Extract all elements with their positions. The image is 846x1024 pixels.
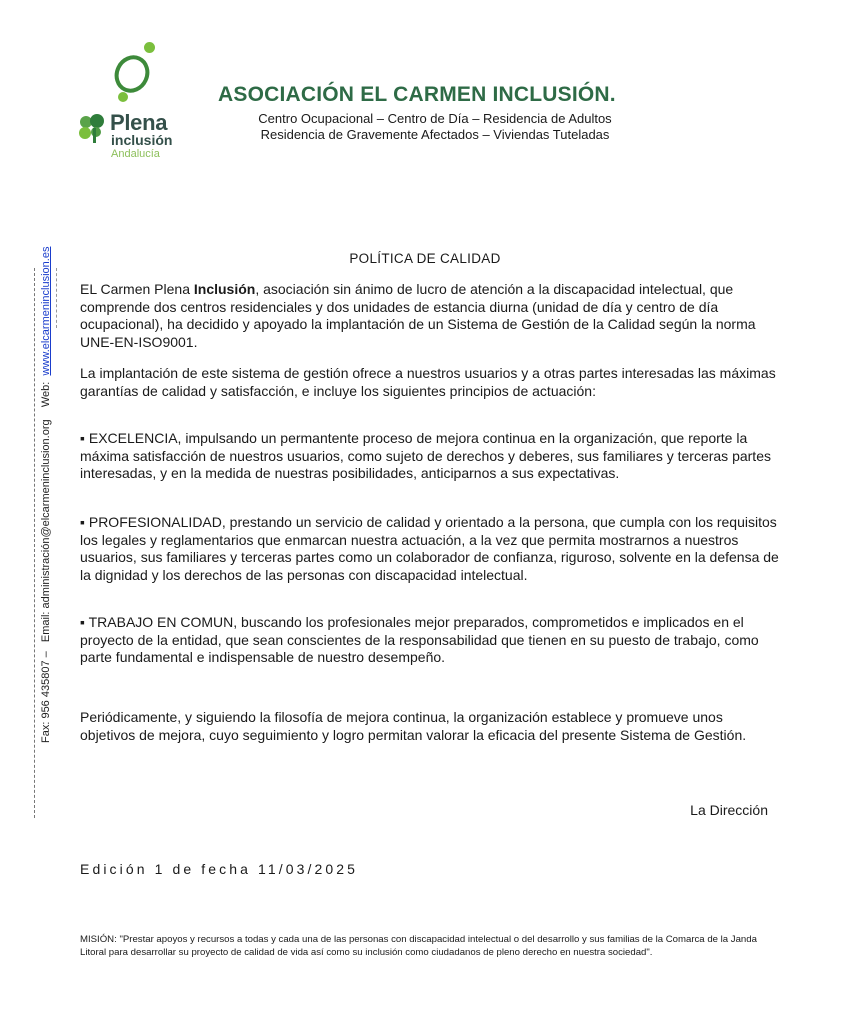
contact-info: [40, 246, 52, 743]
logo-brand-line1: Plena: [110, 110, 168, 135]
web-label: Web:: [40, 381, 52, 408]
principle-excelencia: ▪ EXCELENCIA, impulsando un permantente proceso de mejora continua en la organización, que reporte la máxima satisfacción de nuestros usuarios, como sujeto de derechos y deberes, sus familiares y terceras partes interesadas, y en la medida de nuestras posibilidades, anticiparnos a sus expectativas.: [80, 430, 771, 481]
principle-profesionalidad: ▪ PROFESIONALIDAD, prestando un servicio de calidad y orientado a la persona, que cumpla con los requisitos los legales y reglamentarios que enmarcan nuestra actuación, a la vez que permita mostrarnos a nuestros usuarios, sus familiares y terceras partes como un colaborador de confianza, riguroso, solvente en la defensa de la dignidad y los derechos de las personas con discapacidad intelectual.: [80, 514, 779, 583]
plena-inclusion-logo: [70, 38, 230, 168]
clover-leaf-icon: [78, 114, 106, 144]
logo-wordmark: [110, 112, 172, 161]
contact-sidebar: [30, 246, 60, 818]
dashed-divider: [34, 268, 35, 818]
intro-paragraph: [80, 281, 780, 351]
edition-date: Edición 1 de fecha 11/03/2025: [80, 861, 359, 877]
logo-brand-line3: Andalucía: [111, 148, 160, 160]
mission-statement: MISIÓN: "Prestar apoyos y recursos a todas y cada una de las personas con discapacidad intelectual o del desarrollo y sus familias de la Comarca de la Janda Litoral para desarrollar su proyecto de calidad de vida así como su inclusión como ciudadanos de pleno derecho en nuestra sociedad".: [80, 934, 757, 958]
document-title: POLÍTICA DE CALIDAD: [349, 251, 501, 266]
principle-trabajo-en-comun: ▪ TRABAJO EN COMUN, buscando los profesionales mejor preparados, comprometidos e implicados en el proyecto de la entidad, que sean conscientes de la responsabilidad que tienen en su puesto de trabajo, como parte fundamental e indispensable de nuestro desempeño.: [80, 614, 759, 665]
organization-name: ASOCIACIÓN EL CARMEN INCLUSIÓN.: [218, 83, 616, 106]
implementation-paragraph: La implantación de este sistema de gestión ofrece a nuestros usuarios y a otras partes interesadas las máximas garantías de calidad y satisfacción, e incluye los siguientes principios de actuación:: [80, 365, 776, 399]
services-line-2: Residencia de Gravemente Afectados – Viviendas Tuteladas: [260, 127, 610, 142]
logo-brand-line2: inclusión: [111, 132, 173, 148]
closing-paragraph: Periódicamente, y siguiendo la filosofía de mejora continua, la organización establece y promueve unos objetivos de mejora, cuyo seguimiento y logro permitan valorar la eficacia del presente Sistema de Gestión.: [80, 709, 747, 743]
website-link[interactable]: www.elcarmeninclusion.es: [40, 246, 52, 376]
intro-lead: EL Carmen Plena: [80, 281, 194, 297]
dashed-divider: [56, 268, 57, 328]
email-address[interactable]: Email: administración@elcarmeninclusion.org: [40, 419, 52, 643]
logo-dot-icon: [144, 42, 155, 53]
fax-number: Fax: 956 435807 –: [40, 651, 52, 743]
services-line-1: Centro Ocupacional – Centro de Día – Residencia de Adultos: [258, 111, 612, 126]
logo-ring-icon: [110, 50, 154, 94]
intro-rest: , asociación sin ánimo de lucro de atención a la discapacidad intelectual, que comprende dos centros residenciales y dos unidades de estancia diurna (unidad de día y centro de día ocupacional), ha decidido y apoyado la implantación de un Sistema de Gestión de la Calidad según la norma UNE-EN-ISO9001.: [80, 281, 756, 350]
signature: La Dirección: [690, 802, 768, 818]
logo-dot-icon: [118, 92, 128, 102]
intro-bold: Inclusión: [193, 281, 256, 297]
